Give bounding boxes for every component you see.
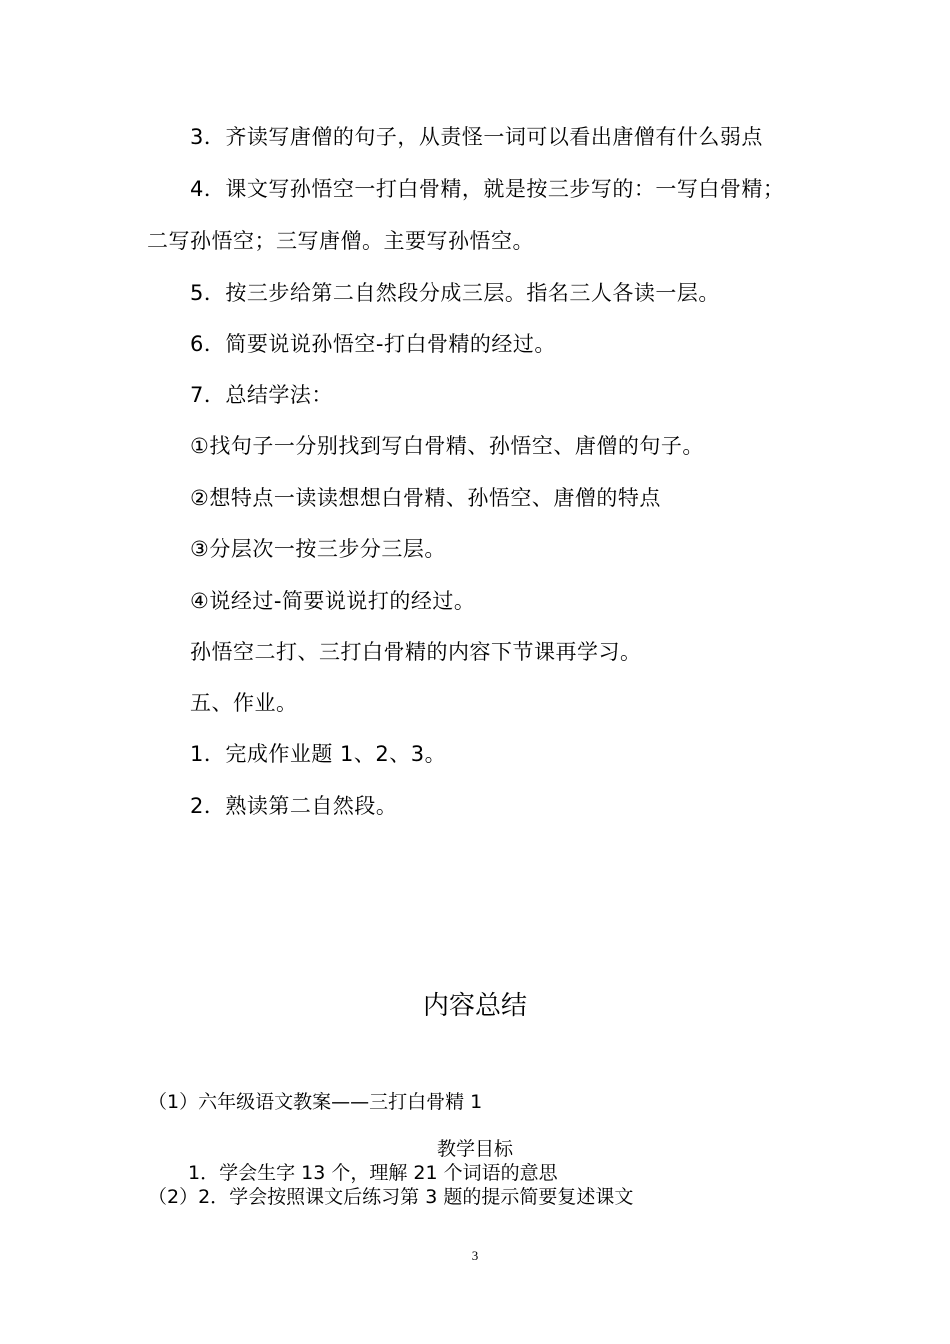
body-line-2: 4．课文写孙悟空一打白骨精，就是按三步写的：一写白骨精； [190, 177, 785, 201]
body-line-10: ④说经过-简要说说打的经过。 [190, 589, 476, 613]
goals-title: 教学目标 [436, 1138, 513, 1160]
body-line-4: 5．按三步给第二自然段分成三层。指名三人各读一层。 [190, 281, 720, 305]
body-line-7: ①找句子一分别找到写白骨精、孙悟空、唐僧的句子。 [190, 434, 704, 458]
summary-item-2: （2）2．学会按照课文后练习第 3 题的提示简要复述课文 [148, 1186, 634, 1208]
body-line-5: 6．简要说说孙悟空-打白骨精的经过。 [190, 332, 556, 356]
body-line-14: 2．熟读第二自然段。 [190, 794, 398, 818]
body-line-1: 3．齐读写唐僧的句子，从责怪一词可以看出唐僧有什么弱点 [190, 125, 763, 149]
body-line-12: 五、作业。 [190, 691, 298, 715]
body-line-3: 二写孙悟空；三写唐僧。主要写孙悟空。 [147, 229, 534, 253]
summary-heading: 内容总结 [422, 991, 527, 1021]
body-line-9: ③分层次一按三步分三层。 [190, 537, 446, 561]
body-line-13: 1．完成作业题 1、2、3。 [190, 742, 447, 766]
body-line-11: 孙悟空二打、三打白骨精的内容下节课再学习。 [190, 640, 642, 664]
page-number: 3 [471, 1248, 479, 1263]
summary-item-1: （1）六年级语文教案——三打白骨精 1 [148, 1091, 483, 1113]
goal-1: 1．学会生字 13 个，理解 21 个词语的意思 [188, 1162, 558, 1184]
body-line-6: 7．总结学法： [190, 383, 333, 407]
body-line-8: ②想特点一读读想想白骨精、孙悟空、唐僧的特点 [190, 486, 661, 510]
